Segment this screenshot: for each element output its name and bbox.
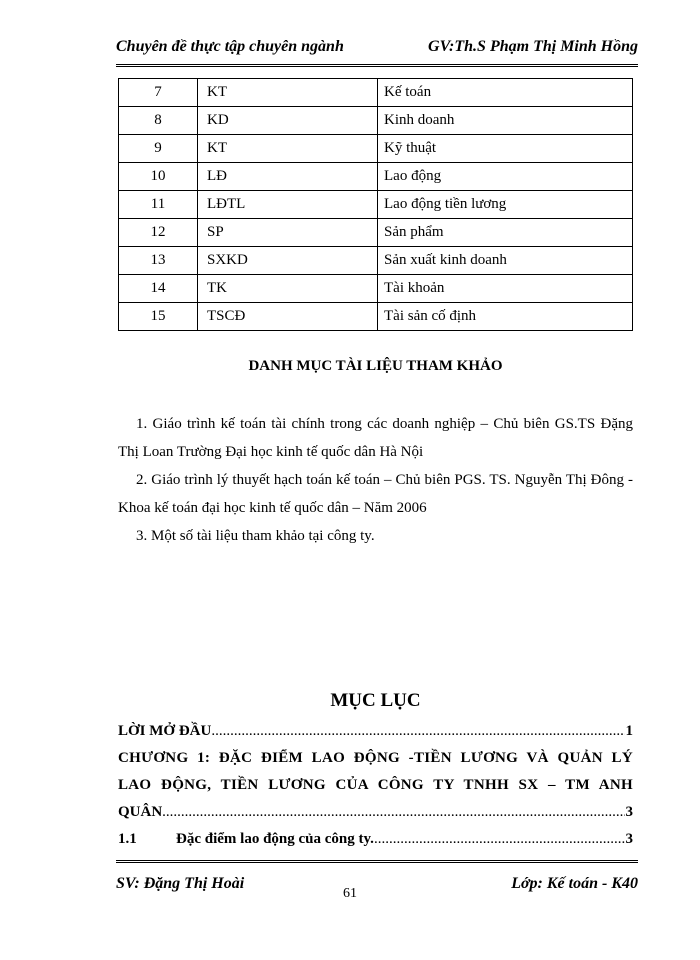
abbreviation-table (118, 78, 633, 331)
reference-item: 2. Giáo trình lý thuyết hạch toán kế toán – Chủ biên PGS. TS. Nguyễn Thị Đông - Khoa kế toán đại học kinh tế quốc dân – Năm 2006 (118, 472, 633, 516)
footer-student: SV: Đặng Thị Hoài (116, 875, 245, 892)
row-number: 15 (119, 303, 198, 331)
table-row (119, 135, 633, 163)
table-row (119, 303, 633, 331)
page-header (116, 38, 638, 67)
row-number: 11 (119, 191, 198, 219)
table-row (119, 219, 633, 247)
toc-title: MỤC LỤC (330, 690, 421, 711)
toc-leader-dots (211, 718, 624, 745)
table-row (119, 79, 633, 107)
reference-item: 3. Một số tài liệu tham khảo tại công ty. (136, 528, 375, 544)
abbreviation-code: SP (198, 219, 378, 247)
table-row (119, 247, 633, 275)
abbreviation-code: KT (198, 135, 378, 163)
toc-entry-page: 1 (625, 723, 633, 739)
abbreviation-code: SXKD (198, 247, 378, 275)
references-list (118, 410, 633, 550)
toc-leader-dots (374, 826, 626, 853)
header-course-title: Chuyên đề thực tập chuyên ngành (116, 38, 344, 55)
abbreviation-code: TK (198, 275, 378, 303)
abbreviation-meaning: Lao động tiền lương (378, 191, 633, 219)
footer-class: Lớp: Kế toán - K40 (511, 875, 638, 892)
abbreviation-code: TSCĐ (198, 303, 378, 331)
abbreviation-meaning: Kinh doanh (378, 107, 633, 135)
table-row (119, 163, 633, 191)
abbreviation-code: LĐTL (198, 191, 378, 219)
table-row (119, 275, 633, 303)
abbreviation-meaning: Tài khoản (378, 275, 633, 303)
header-lecturer: GV:Th.S Phạm Thị Minh Hồng (428, 38, 638, 55)
row-number: 7 (119, 79, 198, 107)
abbreviation-code: KD (198, 107, 378, 135)
table-row (119, 107, 633, 135)
abbreviation-meaning: Sản xuất kinh doanh (378, 247, 633, 275)
page-number: 61 (343, 886, 357, 901)
toc-entry-page: 3 (625, 831, 633, 847)
abbreviation-meaning: Sản phẩm (378, 219, 633, 247)
toc-section-number: 1.1 (118, 831, 137, 847)
abbreviation-meaning: Kế toán (378, 79, 633, 107)
toc-entry-intro[interactable] (118, 718, 633, 745)
toc-chapter1-line2[interactable]: LAO ĐỘNG, TIỀN LƯƠNG CỦA CÔNG TY TNHH SX – TM ANH (118, 777, 633, 793)
toc-entry-page: 3 (625, 804, 633, 820)
references-title: DANH MỤC TÀI LIỆU THAM KHẢO (248, 358, 503, 374)
toc-entry-label: QUÂN (118, 804, 163, 820)
toc-chapter1-line1[interactable]: CHƯƠNG 1: ĐẶC ĐIỂM LAO ĐỘNG -TIỀN LƯƠNG VÀ QUẢN LÝ (118, 750, 633, 766)
row-number: 14 (119, 275, 198, 303)
toc-leader-dots (162, 799, 624, 826)
abbreviation-code: KT (198, 79, 378, 107)
toc-entry-label: Đặc điểm lao động của công ty. (176, 831, 374, 847)
reference-item: 1. Giáo trình kế toán tài chính trong các doanh nghiệp – Chủ biên GS.TS Đặng Thị Loan Trường Đại học kinh tế quốc dân Hà Nội (118, 416, 633, 460)
table-row (119, 191, 633, 219)
toc-chapter1-line3[interactable] (118, 799, 633, 826)
abbreviation-meaning: Kỹ thuật (378, 135, 633, 163)
row-number: 13 (119, 247, 198, 275)
row-number: 9 (119, 135, 198, 163)
toc-entry-section-1-1[interactable] (118, 826, 633, 853)
abbreviation-code: LĐ (198, 163, 378, 191)
row-number: 8 (119, 107, 198, 135)
toc-entry-label: LỜI MỞ ĐẦU (118, 723, 212, 739)
abbreviation-meaning: Tài sản cố định (378, 303, 633, 331)
row-number: 12 (119, 219, 198, 247)
row-number: 10 (119, 163, 198, 191)
abbreviation-meaning: Lao động (378, 163, 633, 191)
table-of-contents (118, 718, 633, 853)
